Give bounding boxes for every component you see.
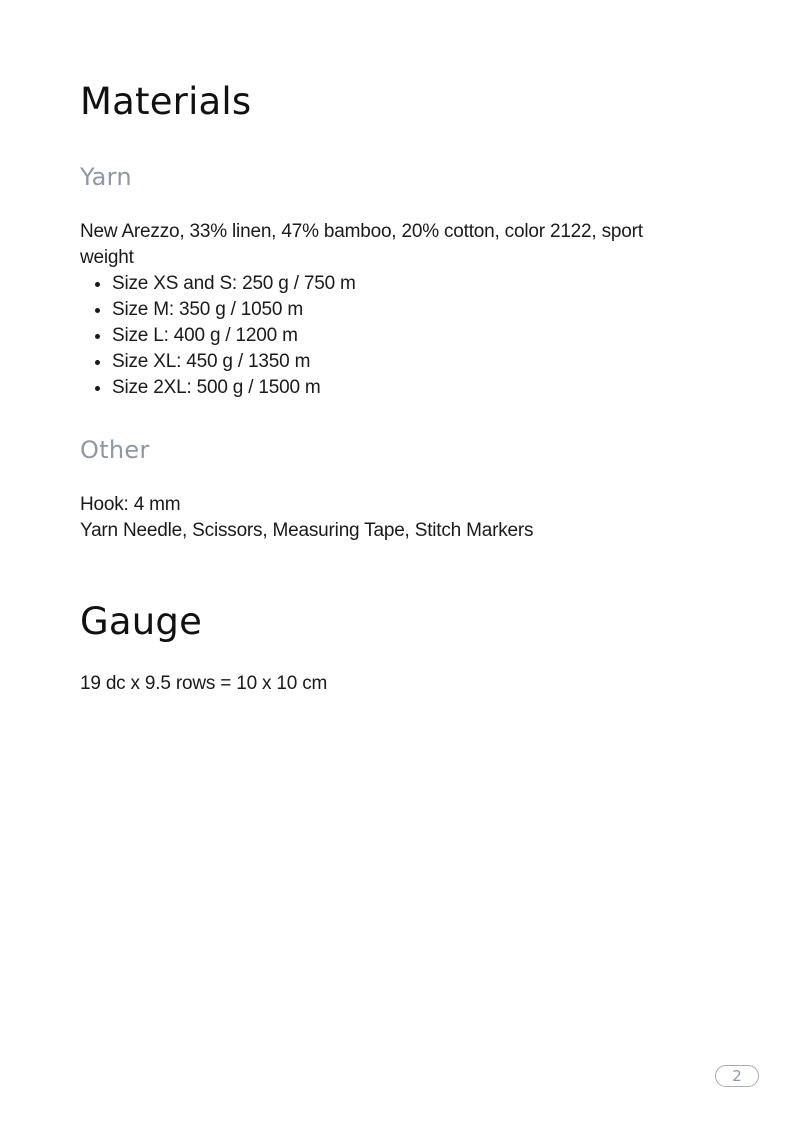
- section-title-gauge: Gauge: [80, 600, 203, 643]
- list-item: • Size XS and S: 250 g / 750 m: [112, 271, 356, 297]
- subheading-yarn: Yarn: [80, 163, 132, 191]
- page-number: 2: [715, 1065, 759, 1087]
- hook-line: Hook: 4 mm: [80, 494, 181, 515]
- tools-line: Yarn Needle, Scissors, Measuring Tape, Stitch Markers: [80, 520, 534, 541]
- yarn-description: New Arezzo, 33% linen, 47% bamboo, 20% cotton, color 2122, sport weight: [80, 221, 643, 268]
- other-materials: [80, 492, 533, 544]
- list-item: • Size XL: 450 g / 1350 m: [112, 349, 356, 375]
- list-item: • Size L: 400 g / 1200 m: [112, 323, 356, 349]
- section-title-materials: Materials: [80, 80, 252, 123]
- list-item: • Size M: 350 g / 1050 m: [112, 297, 356, 323]
- yarn-size-list: [80, 271, 356, 401]
- subheading-other: Other: [80, 436, 150, 464]
- list-item: • Size 2XL: 500 g / 1500 m: [112, 375, 356, 401]
- gauge-text: 19 dc x 9.5 rows = 10 x 10 cm: [80, 673, 328, 694]
